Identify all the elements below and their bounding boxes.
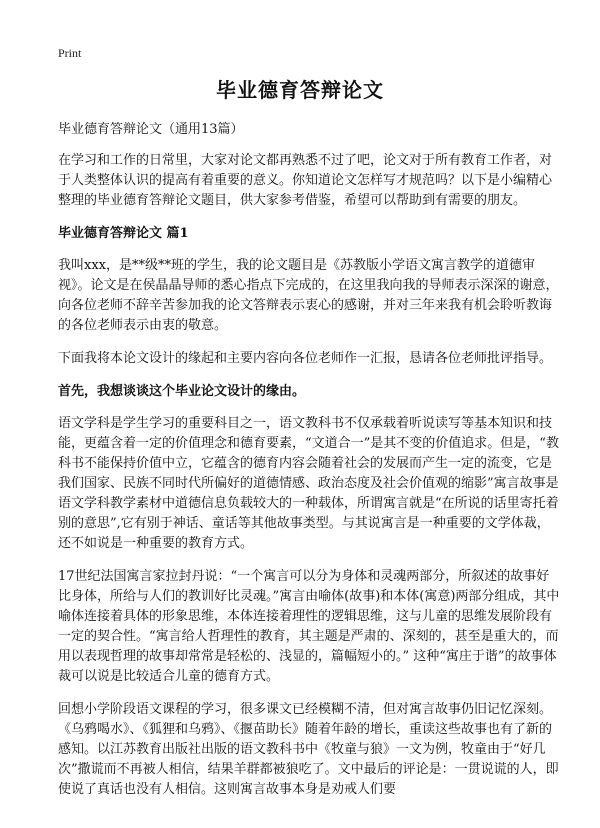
intro-paragraph: 在学习和工作的日常里，大家对论文都再熟悉不过了吧，论文对于所有教育工作者，对于人类整体认识的提高有着重要的意义。你知道论文怎样写才规范吗？以下是小编精心整理的毕业德育答辩论文题目，供大家参考借鉴，希望可以帮助到有需要的朋友。 <box>58 153 553 208</box>
paragraph-1: 我叫xxx，是**级**班的学生，我的论文题目是《苏教版小学语文寓言教学的道德审视》。论文是在侯晶晶导师的悉心指点下完成的，在这里我向我的导师表示深深的谢意，向各位老师不辞辛苦参加我的论文答辩表示衷心的感谢，并对三年来我有机会聆听教诲的各位老师表示由衷的敬意。 <box>58 258 559 333</box>
page-title: 毕业德育答辩论文 <box>216 78 384 102</box>
subsection-heading: 首先，我想谈谈这个毕业论文设计的缘由。 <box>58 384 306 399</box>
section-heading: 毕业德育答辩论文 篇1 <box>58 226 189 241</box>
document-body <box>58 120 560 813</box>
document-subtitle: 毕业德育答辩论文（通用13篇） <box>58 122 244 137</box>
paragraph-3: 语文学科是学生学习的重要科目之一，语文教科书不仅承载着听说读写等基本知识和技能，更蕴含着一定的价值理念和德育要素，“文道合一”是其不变的价值追求。但是，“教科书不能保持价值中立，它蕴含的德育内容会随着社会的发展而产生一定的流变，它是我们国家、民族不同时代所偏好的道德情感、政治态度及社会价值观的缩影”寓言故事是语文学科教学素材中道德信息负载较大的一种载体，所谓寓言就是“在所说的话里寄托着别的意思”,它有别于神话、童话等其他故事类型。与其说寓言是一种重要的文学体裁，还不如说是一种重要的教育方式。 <box>58 416 559 551</box>
paragraph-4: 17世纪法国寓言家拉封丹说：“一个寓言可以分为身体和灵魂两部分，所叙述的故事好比身体，所给与人们的教训好比灵魂。”寓言由喻体(故事)和本体(寓意)两部分组成，其中喻体连接着具体的形象思维，本体连接着理性的逻辑思维，这与儿童的思维发展阶段有一定的契合性。“寓言给人哲理性的教育，其主题是严肃的、深刻的，甚至是重大的，而用以表现哲理的故事却常常是轻松的、浅显的，篇幅短小的。” 这种“寓庄于谐”的故事体裁可以说是比较适合儿童的德育方式。 <box>58 569 560 684</box>
paragraph-2: 下面我将本论文设计的缘起和主要内容向各位老师作一汇报，恳请各位老师批评指导。 <box>58 351 553 366</box>
paragraph-5: 回想小学阶段语文课程的学习，很多课文已经模糊不清，但对寓言故事仍旧记忆深刻。《乌鸦喝水》、《狐狸和乌鸦》、《揠苗助长》随着年龄的增长，重读这些故事也有了新的感知。以江苏教育出版社出版的语文教科书中《牧童与狼》一文为例，牧童由于“好几次”撒谎而不再被人相信，结果羊群都被狼吃了。文中最后的评论是：一贯说谎的人，即使说了真话也没有人相信。这则寓言故事本身是劝戒人们要 <box>58 702 559 797</box>
print-link[interactable]: Print <box>58 46 82 60</box>
